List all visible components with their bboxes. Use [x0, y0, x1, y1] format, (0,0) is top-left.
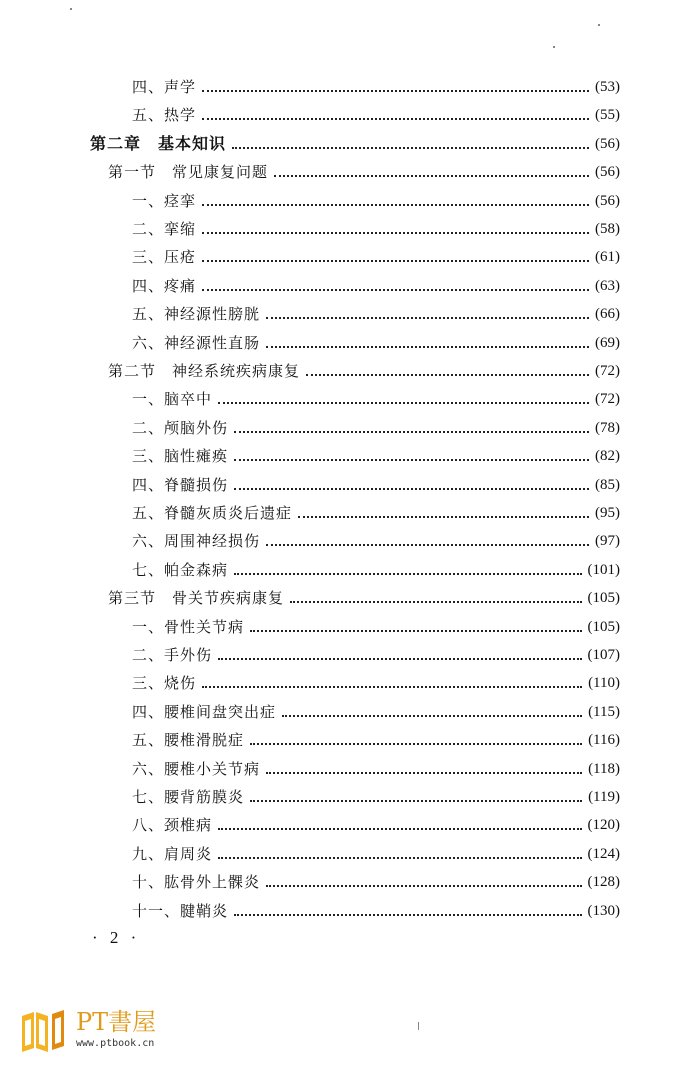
toc-entry-page: (56) — [595, 164, 620, 180]
toc-dot-leader — [250, 628, 581, 632]
toc-entry-page: (110) — [588, 675, 620, 691]
toc-entry-page: (72) — [595, 363, 620, 379]
toc-entry-title: 八、颈椎病 — [132, 816, 213, 834]
toc-entry — [132, 841, 620, 867]
toc-dot-leader — [234, 912, 581, 916]
toc-entry — [132, 727, 620, 753]
toc-entry — [132, 74, 620, 100]
toc-dot-leader — [266, 344, 589, 348]
toc-dot-leader — [218, 855, 581, 859]
toc-entry — [132, 472, 620, 498]
toc-dot-leader — [202, 684, 582, 688]
toc-dot-leader — [282, 713, 582, 717]
toc-entry-page: (116) — [588, 732, 620, 748]
toc-entry-title: 一、脑卒中 — [132, 390, 213, 408]
toc-entry — [132, 670, 620, 696]
toc-entry-title: 六、神经源性直肠 — [132, 334, 261, 352]
toc-dot-leader — [266, 770, 582, 774]
toc-dot-leader — [266, 315, 589, 319]
toc-entry-page: (124) — [587, 846, 620, 862]
toc-entry-page: (55) — [595, 107, 620, 123]
toc-entry-page: (53) — [595, 79, 620, 95]
toc-entry — [132, 812, 620, 838]
toc-dot-leader — [274, 173, 589, 177]
toc-entry — [108, 585, 620, 611]
toc-entry — [132, 216, 620, 242]
toc-entry-title: 三、脑性瘫痪 — [132, 447, 229, 465]
toc-entry-page: (107) — [587, 647, 620, 663]
toc-entry — [132, 188, 620, 214]
toc-entry-page: (82) — [595, 448, 620, 464]
toc-entry — [132, 528, 620, 554]
toc-entry-page: (97) — [595, 533, 620, 549]
toc-dot-leader — [290, 599, 581, 603]
toc-entry-page: (101) — [587, 562, 620, 578]
toc-entry-title: 十、肱骨外上髁炎 — [132, 873, 261, 891]
toc-entry-page: (128) — [587, 874, 620, 890]
toc-entry-page: (61) — [595, 249, 620, 265]
toc-dot-leader — [218, 656, 581, 660]
toc-entry-title: 二、颅脑外伤 — [132, 419, 229, 437]
toc-entry-page: (118) — [588, 761, 620, 777]
toc-entry-page: (58) — [595, 221, 620, 237]
toc-entry-title: 五、热学 — [132, 106, 197, 124]
toc-entry-page: (69) — [595, 335, 620, 351]
toc-entry-page: (66) — [595, 306, 620, 322]
toc-entry — [132, 301, 620, 327]
toc-entry-title: 四、疼痛 — [132, 277, 197, 295]
toc-entry — [132, 784, 620, 810]
toc-entry-title: 五、神经源性膀胱 — [132, 305, 261, 323]
toc-dot-leader — [266, 542, 589, 546]
toc-entry-title: 一、骨性关节病 — [132, 618, 245, 636]
toc-entry-title: 二、手外伤 — [132, 646, 213, 664]
toc-dot-leader — [306, 372, 589, 376]
book-icon — [18, 1008, 70, 1052]
toc-dot-leader — [234, 457, 589, 461]
scan-speck — [418, 1022, 419, 1030]
toc-entry-title: 五、脊髓灰质炎后遗症 — [132, 504, 293, 522]
toc-entry — [132, 443, 620, 469]
toc-entry — [132, 273, 620, 299]
toc-entry-title: 一、痉挛 — [132, 192, 197, 210]
toc-dot-leader — [250, 798, 582, 802]
page-number: · 2 · — [92, 928, 141, 947]
toc-dot-leader — [234, 486, 589, 490]
toc-entry — [132, 869, 620, 895]
toc-entry — [132, 244, 620, 270]
toc-entry — [132, 756, 620, 782]
toc-entry-page: (115) — [588, 704, 620, 720]
toc-dot-leader — [202, 88, 589, 92]
toc-entry-title: 第三节 骨关节疾病康复 — [108, 589, 285, 607]
toc-entry — [108, 159, 620, 185]
toc-entry — [132, 614, 620, 640]
toc-dot-leader — [250, 741, 582, 745]
toc-entry-page: (85) — [595, 477, 620, 493]
toc-entry — [132, 102, 620, 128]
toc-dot-leader — [202, 230, 589, 234]
toc-entry-page: (105) — [587, 590, 620, 606]
toc-entry-page: (78) — [595, 420, 620, 436]
toc-entry-title: 四、声学 — [132, 78, 197, 96]
toc-entry — [108, 358, 620, 384]
toc-entry-title: 第二节 神经系统疾病康复 — [108, 362, 301, 380]
toc-dot-leader — [202, 287, 589, 291]
toc-entry — [132, 415, 620, 441]
scan-speck — [553, 46, 555, 48]
toc-entry — [132, 500, 620, 526]
toc-entry — [132, 642, 620, 668]
toc-entry-title: 九、肩周炎 — [132, 845, 213, 863]
toc-entry-title: 十一、腱鞘炎 — [132, 902, 229, 920]
toc-dot-leader — [266, 883, 581, 887]
toc-entry-title: 三、烧伤 — [132, 674, 197, 692]
toc-entry-page: (130) — [587, 903, 620, 919]
toc-entry-title: 七、腰背筋膜炎 — [132, 788, 245, 806]
toc-entry-title: 六、周围神经损伤 — [132, 532, 261, 550]
toc-entry — [132, 557, 620, 583]
toc-entry-page: (72) — [595, 391, 620, 407]
toc-entry — [132, 699, 620, 725]
toc-entry — [132, 330, 620, 356]
toc-entry-title: 四、脊髓损伤 — [132, 476, 229, 494]
scan-speck — [598, 24, 600, 26]
toc-entry-page: (120) — [587, 817, 620, 833]
toc-entry-title: 第二章 基本知识 — [90, 134, 227, 153]
toc-entry-title: 第一节 常见康复问题 — [108, 163, 269, 181]
toc-dot-leader — [234, 429, 589, 433]
toc-dot-leader — [202, 202, 589, 206]
toc-dot-leader — [232, 145, 589, 149]
toc-entry — [90, 131, 620, 157]
toc-entry-title: 二、挛缩 — [132, 220, 197, 238]
toc-entry — [132, 898, 620, 924]
toc-entry-title: 四、腰椎间盘突出症 — [132, 703, 277, 721]
toc-dot-leader — [202, 116, 589, 120]
toc-entry-page: (105) — [587, 619, 620, 635]
toc-entry-title: 七、帕金森病 — [132, 561, 229, 579]
toc-dot-leader — [298, 514, 589, 518]
scan-speck — [70, 8, 72, 10]
toc-entry-page: (56) — [595, 136, 620, 152]
toc-entry-page: (63) — [595, 278, 620, 294]
watermark-logo — [18, 1008, 156, 1052]
toc-entry-title: 五、腰椎滑脱症 — [132, 731, 245, 749]
toc-entry — [132, 386, 620, 412]
toc-dot-leader — [234, 571, 581, 575]
toc-entry-page: (95) — [595, 505, 620, 521]
watermark-url: www.ptbook.cn — [76, 1038, 155, 1049]
toc-dot-leader — [218, 400, 589, 404]
toc-entry-title: 三、压疮 — [132, 248, 197, 266]
toc-entry-page: (56) — [595, 193, 620, 209]
toc-dot-leader — [202, 258, 589, 262]
toc-entry-page: (119) — [588, 789, 620, 805]
toc-entry-title: 六、腰椎小关节病 — [132, 760, 261, 778]
toc-dot-leader — [218, 826, 581, 830]
watermark-name: PT書屋 — [76, 1008, 157, 1036]
